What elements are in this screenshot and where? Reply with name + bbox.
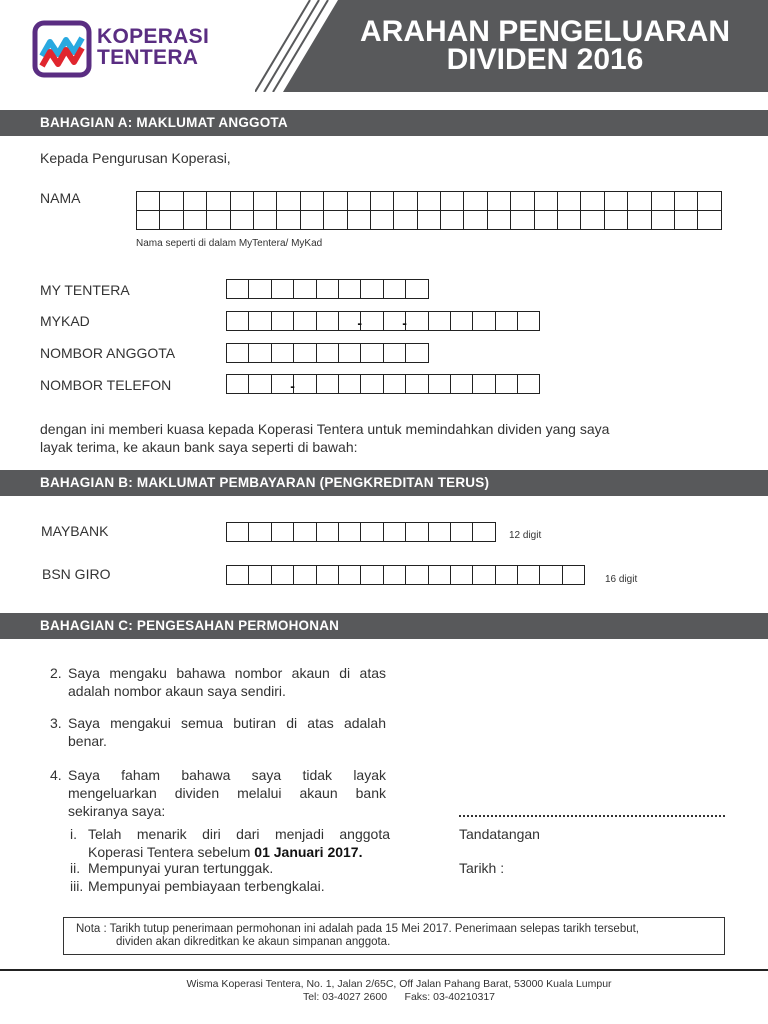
nama-char-box[interactable] bbox=[136, 210, 160, 230]
char-box[interactable] bbox=[428, 374, 451, 394]
nama-char-box[interactable] bbox=[300, 210, 324, 230]
signature-label: Tandatangan bbox=[459, 826, 540, 842]
char-box[interactable] bbox=[405, 343, 428, 363]
clause-3 bbox=[50, 714, 386, 750]
nota-line-2: dividen akan dikreditkan ke akaun simpanan anggota. bbox=[116, 936, 391, 948]
char-box[interactable] bbox=[293, 374, 316, 394]
char-box[interactable] bbox=[360, 522, 383, 542]
section-c-heading: BAHAGIAN C: PENGESAHAN PERMOHONAN bbox=[0, 613, 768, 639]
section-a-heading: BAHAGIAN A: MAKLUMAT ANGGOTA bbox=[0, 110, 768, 136]
char-box[interactable] bbox=[248, 311, 271, 331]
char-box[interactable] bbox=[226, 565, 249, 585]
sub-clause-i-date: 01 Januari 2017. bbox=[254, 844, 363, 860]
mykad-label: MYKAD bbox=[40, 313, 90, 329]
char-box[interactable] bbox=[226, 374, 249, 394]
char-box[interactable] bbox=[360, 279, 383, 299]
nama-char-box[interactable] bbox=[440, 210, 464, 230]
char-box[interactable] bbox=[495, 374, 518, 394]
char-box[interactable] bbox=[338, 565, 361, 585]
nama-char-box[interactable] bbox=[627, 191, 651, 211]
char-box[interactable] bbox=[271, 311, 294, 331]
nama-char-box[interactable] bbox=[206, 210, 230, 230]
char-box[interactable] bbox=[405, 279, 428, 299]
nama-char-box[interactable] bbox=[463, 210, 487, 230]
sub-clause-i-text: Telah menarik diri dari menjadi anggota Koperasi Tentera sebelum bbox=[88, 826, 390, 860]
nama-char-box[interactable] bbox=[440, 191, 464, 211]
nama-char-box[interactable] bbox=[276, 210, 300, 230]
clause-3-number: 3. bbox=[50, 715, 62, 731]
nama-char-box[interactable] bbox=[627, 210, 651, 230]
char-box[interactable] bbox=[316, 343, 339, 363]
char-box[interactable] bbox=[316, 565, 339, 585]
nama-char-box[interactable] bbox=[253, 210, 277, 230]
char-box[interactable] bbox=[226, 343, 249, 363]
separator-dash: - bbox=[357, 315, 363, 331]
signature-line[interactable] bbox=[459, 807, 725, 817]
koperasi-tentera-logo-icon bbox=[32, 20, 92, 78]
mykad-input-grid[interactable] bbox=[226, 311, 539, 331]
nama-hint: Nama seperti di dalam MyTentera/ MyKad bbox=[136, 238, 323, 249]
clause-4 bbox=[50, 766, 386, 820]
char-box[interactable] bbox=[405, 565, 428, 585]
char-box[interactable] bbox=[383, 374, 406, 394]
nama-char-box[interactable] bbox=[534, 191, 558, 211]
char-box[interactable] bbox=[428, 522, 451, 542]
nama-char-box[interactable] bbox=[510, 210, 534, 230]
nama-char-box[interactable] bbox=[347, 210, 371, 230]
nama-char-box[interactable] bbox=[463, 191, 487, 211]
nama-char-box[interactable] bbox=[159, 210, 183, 230]
char-box[interactable] bbox=[293, 565, 316, 585]
nama-char-box[interactable] bbox=[534, 210, 558, 230]
authorization-line-2: layak terima, ke akaun bank saya seperti di bawah: bbox=[40, 439, 358, 455]
maybank-label: MAYBANK bbox=[41, 523, 109, 539]
char-box[interactable] bbox=[360, 311, 383, 331]
form-title bbox=[340, 15, 750, 76]
char-box[interactable] bbox=[360, 343, 383, 363]
nama-char-box[interactable] bbox=[674, 210, 698, 230]
greeting: Kepada Pengurusan Koperasi, bbox=[40, 150, 231, 166]
char-box[interactable] bbox=[316, 311, 339, 331]
nama-input-grid[interactable] bbox=[136, 191, 721, 229]
nama-char-box[interactable] bbox=[417, 210, 441, 230]
char-box[interactable] bbox=[472, 311, 495, 331]
nama-char-box[interactable] bbox=[510, 191, 534, 211]
char-box[interactable] bbox=[248, 343, 271, 363]
char-box[interactable] bbox=[383, 343, 406, 363]
char-box[interactable] bbox=[338, 343, 361, 363]
char-box[interactable] bbox=[517, 374, 540, 394]
char-box[interactable] bbox=[495, 565, 518, 585]
maybank-account-input-grid[interactable] bbox=[226, 522, 495, 542]
nama-char-box[interactable] bbox=[651, 191, 675, 211]
sub-clause-ii bbox=[70, 859, 390, 877]
form-title-line-1: ARAHAN PENGELUARAN bbox=[359, 15, 730, 48]
separator-dash: - bbox=[402, 315, 407, 331]
char-box[interactable] bbox=[248, 522, 271, 542]
char-box[interactable] bbox=[338, 374, 361, 394]
nombor-anggota-input-grid[interactable] bbox=[226, 343, 428, 363]
clause-4-number: 4. bbox=[50, 767, 62, 783]
char-box[interactable] bbox=[383, 565, 406, 585]
nama-char-box[interactable] bbox=[323, 210, 347, 230]
char-box[interactable] bbox=[383, 522, 406, 542]
char-box[interactable] bbox=[226, 522, 249, 542]
char-box[interactable] bbox=[338, 522, 361, 542]
char-box[interactable] bbox=[293, 522, 316, 542]
char-box[interactable] bbox=[293, 343, 316, 363]
char-box[interactable] bbox=[517, 311, 540, 331]
clause-2 bbox=[50, 664, 386, 700]
section-b-heading: BAHAGIAN B: MAKLUMAT PEMBAYARAN (PENGKREDITAN TERUS) bbox=[0, 470, 768, 496]
brand-line-1: KOPERASI bbox=[97, 25, 210, 48]
char-box[interactable] bbox=[271, 522, 294, 542]
char-box[interactable] bbox=[360, 565, 383, 585]
nama-char-box[interactable] bbox=[580, 191, 604, 211]
char-box[interactable] bbox=[316, 279, 339, 299]
char-box[interactable] bbox=[271, 565, 294, 585]
nama-char-box[interactable] bbox=[347, 191, 371, 211]
nama-char-box[interactable] bbox=[370, 191, 394, 211]
nama-char-box[interactable] bbox=[253, 191, 277, 211]
footer-contact: Tel: 03-4027 2600 Faks: 03-40210317 bbox=[302, 991, 496, 1003]
nombor-telefon-input-grid[interactable] bbox=[226, 374, 539, 394]
char-box[interactable] bbox=[405, 522, 428, 542]
nama-char-box[interactable] bbox=[604, 191, 628, 211]
char-box[interactable] bbox=[428, 565, 451, 585]
char-box[interactable] bbox=[562, 565, 585, 585]
nota-box bbox=[63, 917, 725, 955]
char-box[interactable] bbox=[405, 374, 428, 394]
nama-char-box[interactable] bbox=[604, 210, 628, 230]
clause-4-text: Saya faham bahawa saya tidak layak mengeluarkan dividen melalui akaun bank sekiranya saya: bbox=[68, 767, 386, 819]
nama-char-box[interactable] bbox=[697, 210, 721, 230]
nama-char-box[interactable] bbox=[183, 191, 207, 211]
separator-dash: - bbox=[290, 378, 295, 394]
mytentera-label: MY TENTERA bbox=[40, 282, 130, 298]
char-box[interactable] bbox=[271, 279, 294, 299]
bsn-digit-count: 16 digit bbox=[605, 574, 638, 585]
maybank-digit-count: 12 digit bbox=[509, 530, 542, 541]
sub-clause-ii-number: ii. bbox=[70, 860, 81, 876]
sub-clause-i bbox=[70, 825, 390, 861]
char-box[interactable] bbox=[226, 279, 249, 299]
char-box[interactable] bbox=[405, 311, 428, 331]
char-box[interactable] bbox=[450, 522, 473, 542]
char-box[interactable] bbox=[360, 374, 383, 394]
char-box[interactable] bbox=[539, 565, 562, 585]
nama-char-box[interactable] bbox=[276, 191, 300, 211]
nama-char-box[interactable] bbox=[417, 191, 441, 211]
date-label: Tarikh : bbox=[459, 860, 505, 876]
nama-char-box[interactable] bbox=[393, 191, 417, 211]
clause-2-number: 2. bbox=[50, 665, 62, 681]
nama-char-box[interactable] bbox=[651, 210, 675, 230]
char-box[interactable] bbox=[293, 279, 316, 299]
char-box[interactable] bbox=[428, 311, 451, 331]
nama-char-box[interactable] bbox=[159, 191, 183, 211]
char-box[interactable] bbox=[248, 565, 271, 585]
nama-char-box[interactable] bbox=[183, 210, 207, 230]
bsn-account-input-grid[interactable] bbox=[226, 565, 584, 585]
nama-char-box[interactable] bbox=[323, 191, 347, 211]
nama-char-box[interactable] bbox=[557, 210, 581, 230]
char-box[interactable] bbox=[472, 565, 495, 585]
char-box[interactable] bbox=[316, 374, 339, 394]
char-box[interactable] bbox=[450, 311, 473, 331]
char-box[interactable] bbox=[248, 279, 271, 299]
nama-char-box[interactable] bbox=[230, 210, 254, 230]
mytentera-input-grid[interactable] bbox=[226, 279, 428, 299]
form-title-line-2: DIVIDEN 2016 bbox=[446, 43, 644, 76]
nama-char-box[interactable] bbox=[697, 191, 721, 211]
nama-char-box[interactable] bbox=[580, 210, 604, 230]
nama-char-box[interactable] bbox=[230, 191, 254, 211]
nama-char-box[interactable] bbox=[300, 191, 324, 211]
char-box[interactable] bbox=[248, 374, 271, 394]
char-box[interactable] bbox=[293, 311, 316, 331]
char-box[interactable] bbox=[517, 565, 540, 585]
nama-char-box[interactable] bbox=[557, 191, 581, 211]
footer-address: Wisma Koperasi Tentera, No. 1, Jalan 2/65C, Off Jalan Pahang Barat, 53000 Kuala Lumpur bbox=[186, 978, 612, 990]
nama-char-box[interactable] bbox=[136, 191, 160, 211]
nombor-telefon-label: NOMBOR TELEFON bbox=[40, 377, 172, 393]
char-box[interactable] bbox=[495, 311, 518, 331]
nama-label: NAMA bbox=[40, 190, 81, 206]
sub-clause-iii bbox=[70, 877, 390, 895]
nama-char-box[interactable] bbox=[206, 191, 230, 211]
brand-name bbox=[97, 26, 209, 68]
char-box[interactable] bbox=[271, 343, 294, 363]
nama-char-box[interactable] bbox=[487, 191, 511, 211]
nota-line-1: Nota : Tarikh tutup penerimaan permohonan ini adalah pada 15 Mei 2017. Penerimaan selepas tarikh tersebut, bbox=[76, 923, 640, 935]
char-box[interactable] bbox=[383, 279, 406, 299]
nama-char-box[interactable] bbox=[674, 191, 698, 211]
nama-char-box[interactable] bbox=[487, 210, 511, 230]
nama-char-box[interactable] bbox=[393, 210, 417, 230]
char-box[interactable] bbox=[472, 374, 495, 394]
bsn-label: BSN GIRO bbox=[42, 566, 111, 582]
char-box[interactable] bbox=[450, 565, 473, 585]
sub-clause-iii-text: Mempunyai pembiayaan terbengkalai. bbox=[88, 878, 325, 894]
char-box[interactable] bbox=[472, 522, 495, 542]
authorization-line-1: dengan ini memberi kuasa kepada Koperasi Tentera untuk memindahkan dividen yang saya bbox=[40, 421, 610, 437]
sub-clause-ii-text: Mempunyai yuran tertunggak. bbox=[88, 860, 274, 876]
char-box[interactable] bbox=[226, 311, 249, 331]
sub-clause-iii-number: iii. bbox=[70, 878, 84, 894]
char-box[interactable] bbox=[450, 374, 473, 394]
char-box[interactable] bbox=[338, 279, 361, 299]
clause-2-text: Saya mengaku bahawa nombor akaun di atas adalah nombor akaun saya sendiri. bbox=[68, 665, 386, 699]
nombor-anggota-label: NOMBOR ANGGOTA bbox=[40, 345, 176, 361]
char-box[interactable] bbox=[316, 522, 339, 542]
clause-3-text: Saya mengakui semua butiran di atas adalah benar. bbox=[68, 715, 386, 749]
nama-char-box[interactable] bbox=[370, 210, 394, 230]
brand-line-2: TENTERA bbox=[97, 46, 199, 69]
footer-divider bbox=[0, 969, 768, 971]
sub-clause-i-number: i. bbox=[70, 826, 77, 842]
